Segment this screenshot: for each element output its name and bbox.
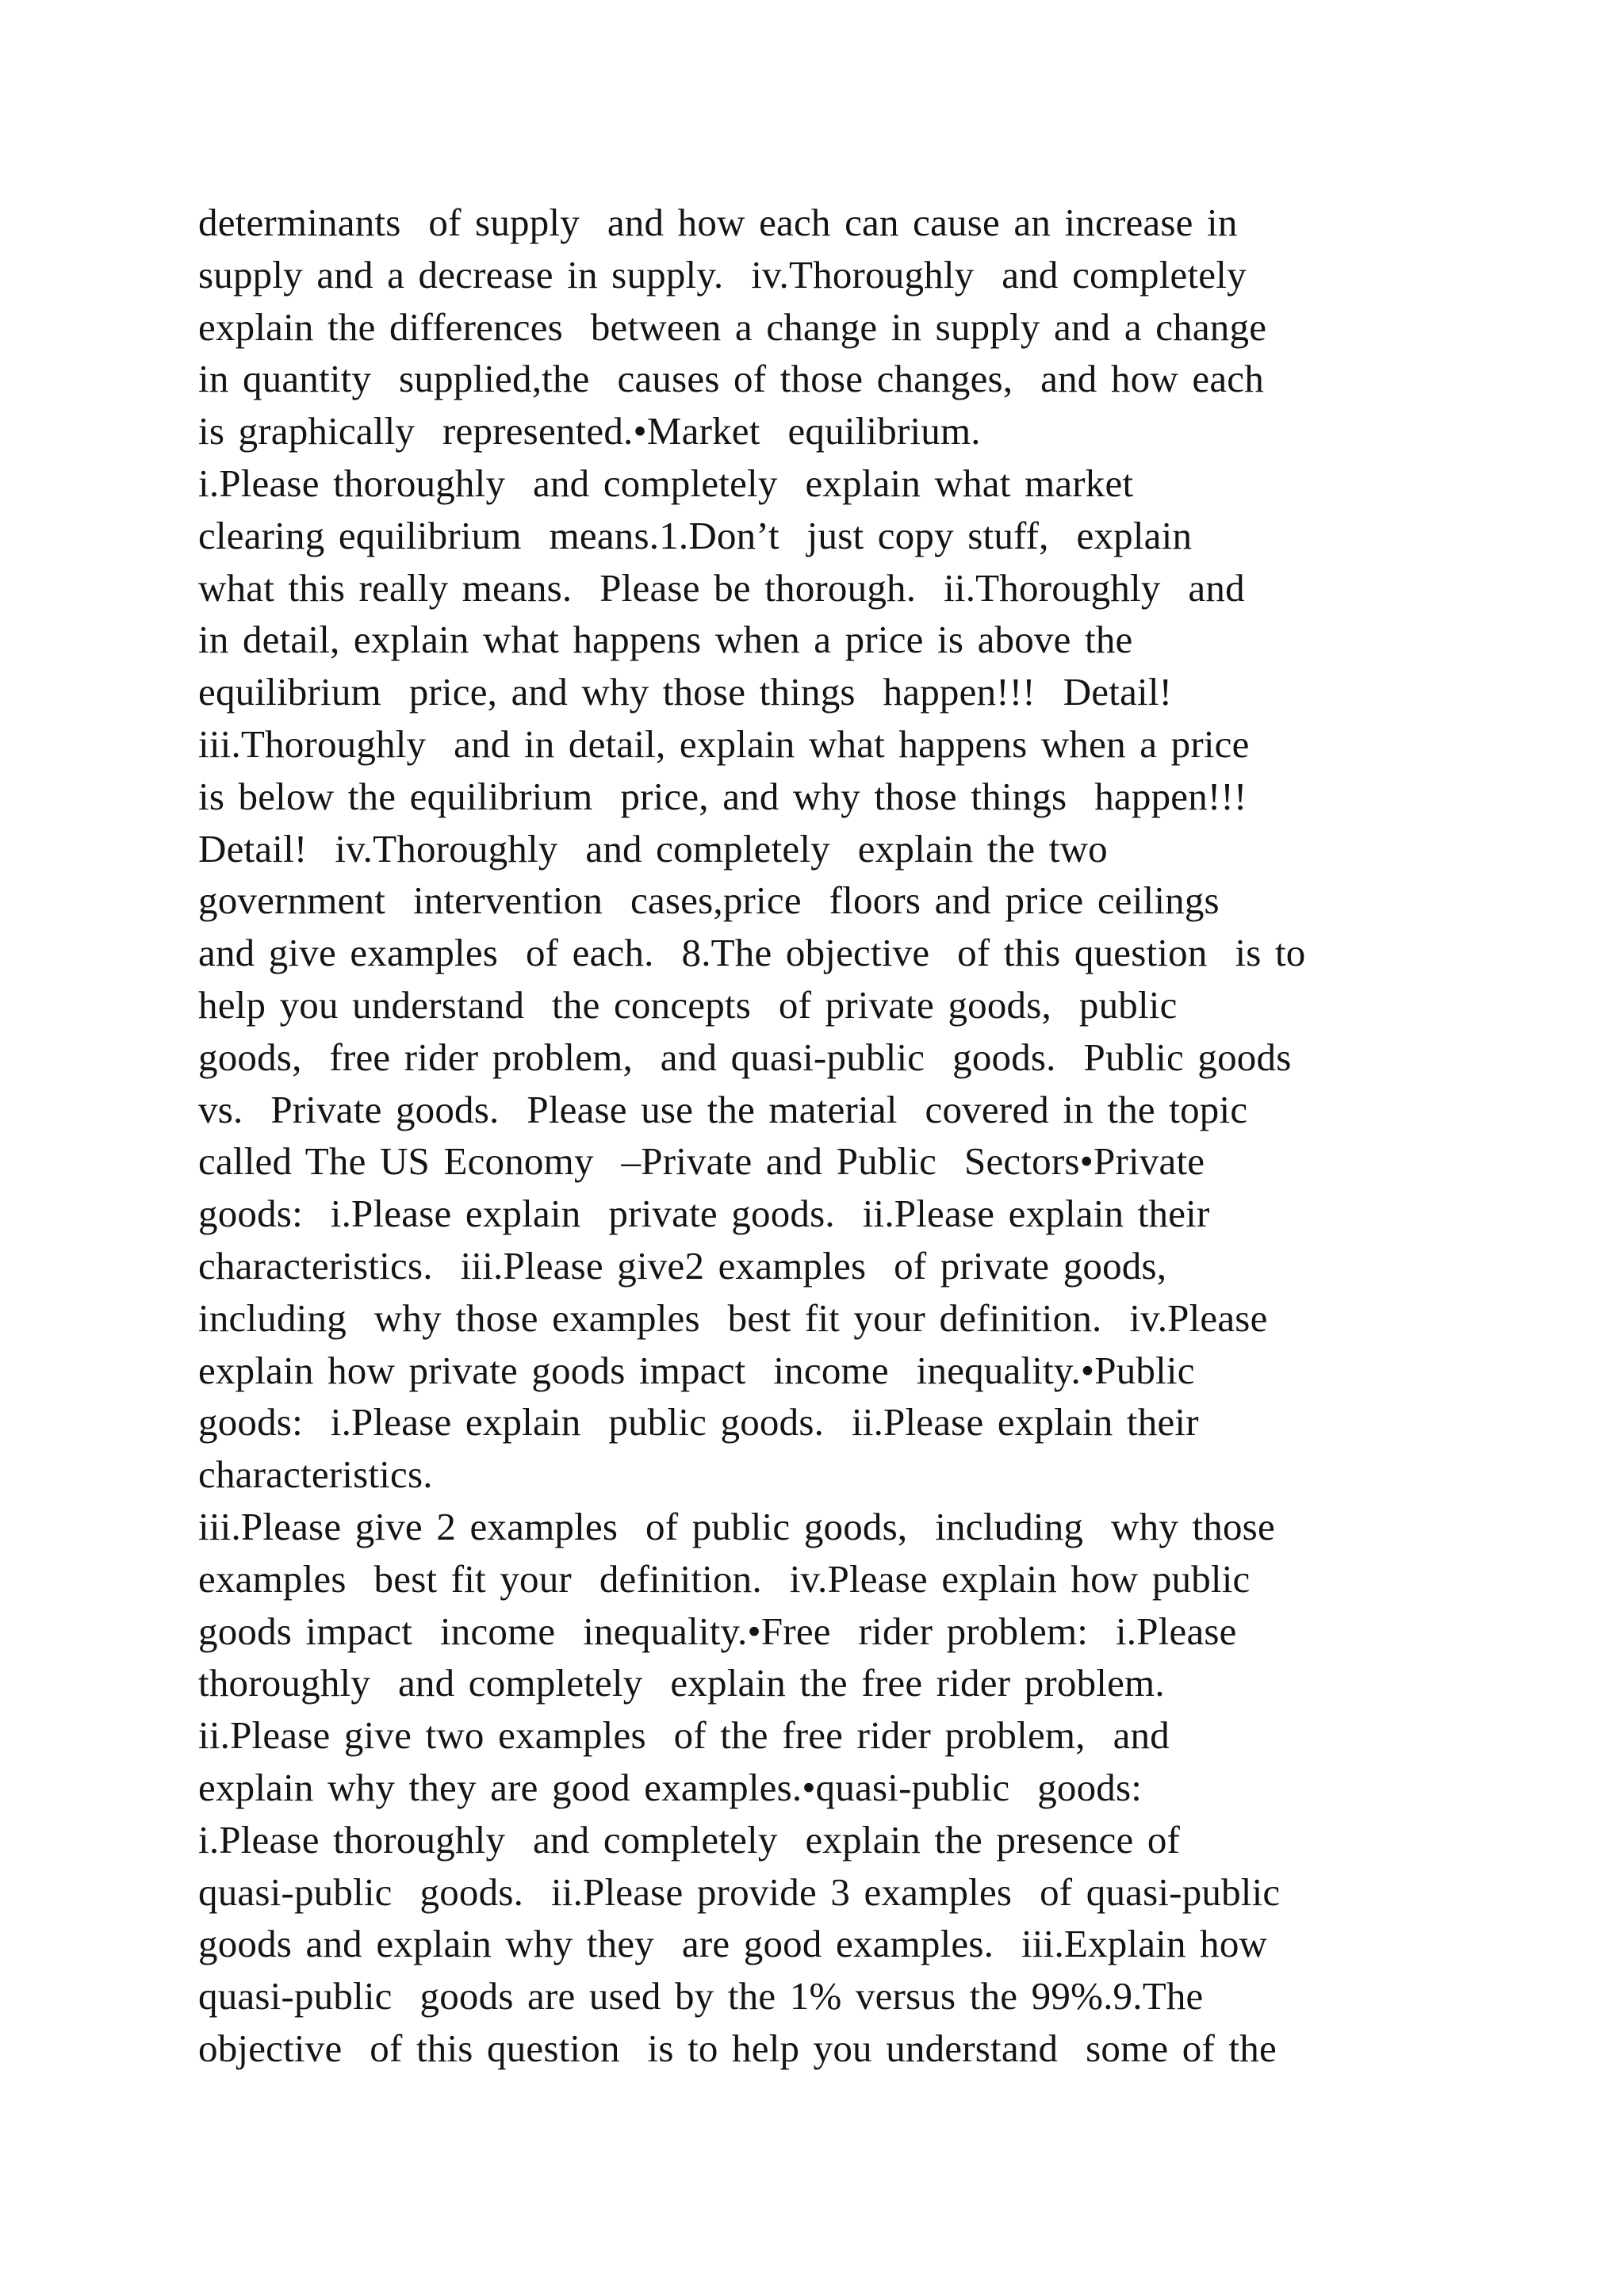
text-line: explain why they are good examples.•quasi-public goods:: [198, 1765, 1143, 1809]
text-line: examples best fit your definition. iv.Please explain how public: [198, 1556, 1251, 1601]
text-line: goods impact income inequality.•Free rider problem: i.Please: [198, 1609, 1237, 1653]
text-line: equilibrium price, and why those things happen!!! Detail!: [198, 670, 1173, 714]
text-line: characteristics.: [198, 1452, 433, 1497]
text-line: i.Please thoroughly and completely explain what market: [198, 461, 1134, 505]
text-line: goods: i.Please explain public goods. ii.Please explain their: [198, 1400, 1199, 1445]
text-line: explain how private goods impact income inequality.•Public: [198, 1348, 1195, 1392]
text-line: including why those examples best fit your definition. iv.Please: [198, 1295, 1268, 1340]
text-line: explain the differences between a change in supply and a change: [198, 304, 1267, 349]
text-line: vs. Private goods. Please use the material covered in the topic: [198, 1087, 1248, 1131]
text-line: determinants of supply and how each can cause an increase in: [198, 201, 1238, 244]
text-line: goods and explain why they are good examples. iii.Explain how: [198, 1922, 1268, 1966]
text-line: quasi-public goods are used by the 1% versus the 99%.9.The: [198, 1974, 1204, 2019]
document-body-text: [198, 197, 1467, 2075]
text-line: help you understand the concepts of private goods, public: [198, 982, 1178, 1027]
text-line: called The US Economy –Private and Public Sectors•Private: [198, 1139, 1205, 1184]
text-line: ii.Please give two examples of the free rider problem, and: [198, 1713, 1170, 1758]
text-line: Detail! iv.Thoroughly and completely explain the two: [198, 826, 1108, 871]
text-line: and give examples of each. 8.The objective of this question is to: [198, 931, 1306, 975]
text-line: goods, free rider problem, and quasi-public goods. Public goods: [198, 1035, 1292, 1079]
text-line: iii.Thoroughly and in detail, explain what happens when a price: [198, 721, 1250, 766]
text-line: thoroughly and completely explain the free rider problem.: [198, 1661, 1165, 1705]
text-line: government intervention cases,price floors and price ceilings: [198, 878, 1220, 923]
text-line: goods: i.Please explain private goods. ii.Please explain their: [198, 1192, 1210, 1236]
text-line: in quantity supplied,the causes of those changes, and how each: [198, 357, 1264, 401]
text-line: in detail, explain what happens when a price is above the: [198, 618, 1133, 662]
text-line: iii.Please give 2 examples of public goods, including why those: [198, 1504, 1275, 1548]
text-line: i.Please thoroughly and completely explain the presence of: [198, 1817, 1181, 1862]
text-line: clearing equilibrium means.1.Don’t just copy stuff, explain: [198, 513, 1193, 557]
text-line: supply and a decrease in supply. iv.Thoroughly and completely: [198, 252, 1247, 297]
text-line: quasi-public goods. ii.Please provide 3 examples of quasi-public: [198, 1869, 1281, 1914]
text-line: characteristics. iii.Please give2 examples of private goods,: [198, 1243, 1167, 1288]
text-line: objective of this question is to help you understand some of the: [198, 2026, 1277, 2070]
text-line: what this really means. Please be thorough. ii.Thoroughly and: [198, 565, 1245, 610]
text-line: is graphically represented.•Market equilibrium.: [198, 409, 981, 453]
text-line: is below the equilibrium price, and why those things happen!!!: [198, 774, 1247, 818]
